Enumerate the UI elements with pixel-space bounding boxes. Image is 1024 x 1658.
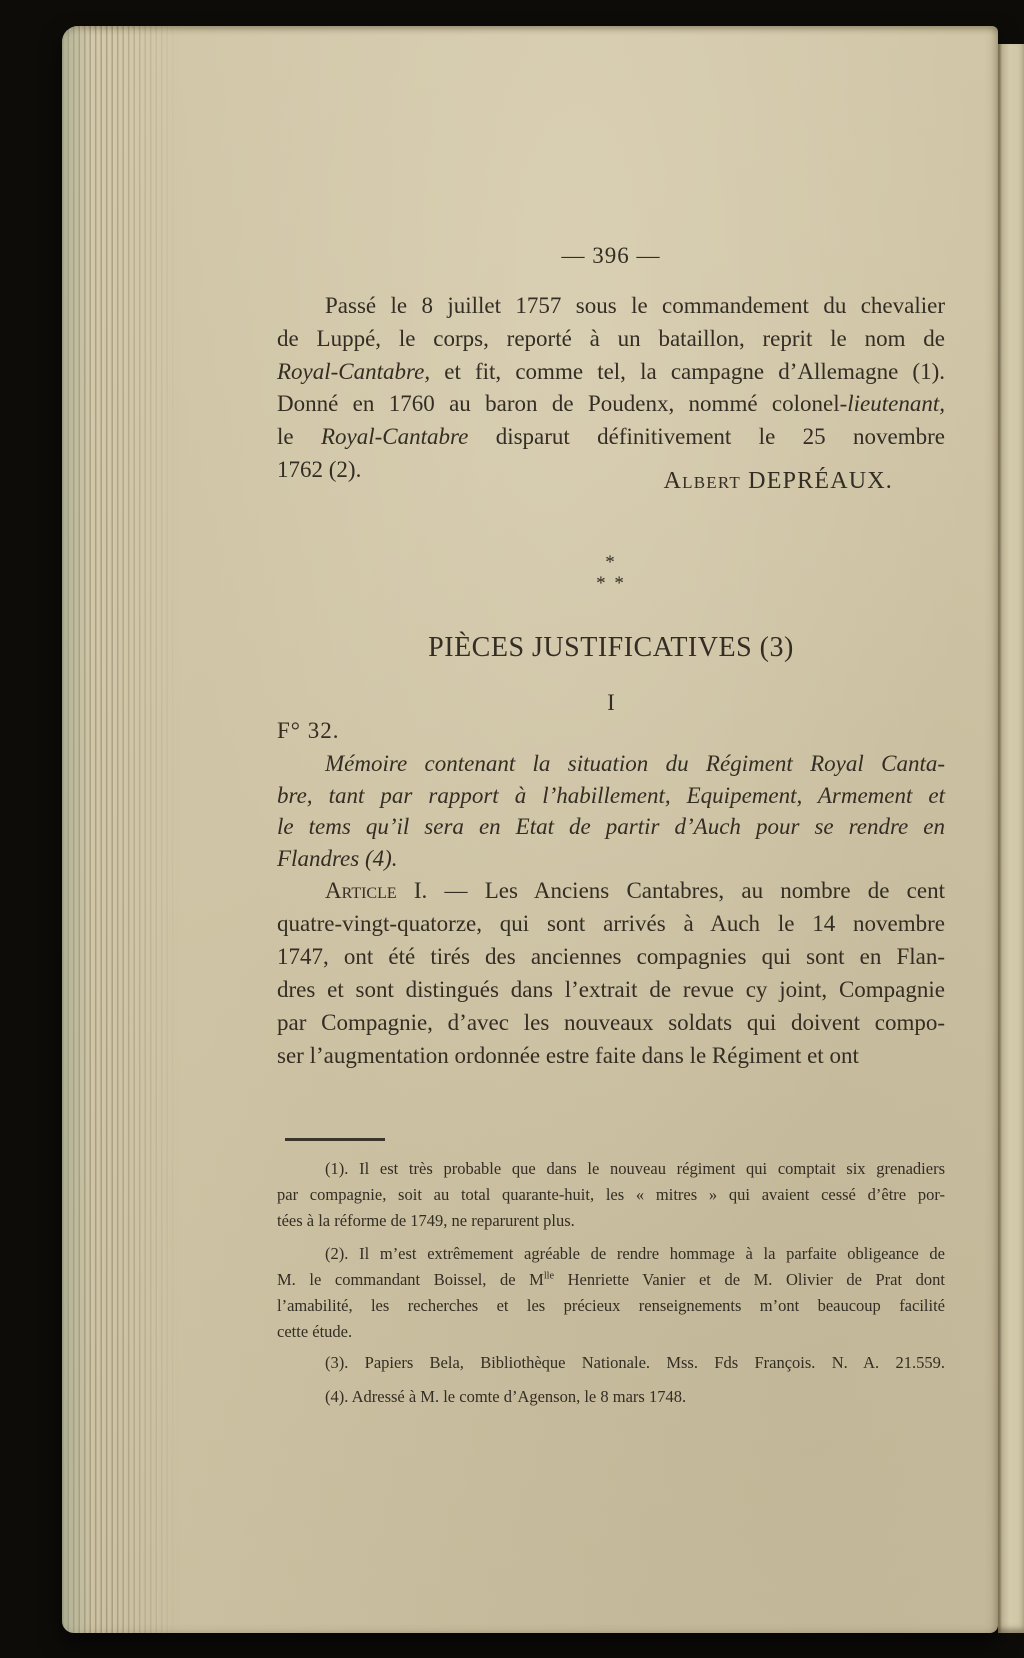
text-run: lieutenant, [847,391,945,417]
text-line [277,973,945,1006]
text-run: (3). Papiers Bela, Bibliothèque Nationale. Mss. Fds François. N. A. 21.559. [325,1353,945,1372]
footnote-3 [277,1350,945,1376]
asterisk-row-2: * * [596,573,626,594]
text-run: par compagnie, soit au total quarante-huit, les « mitres » qui avaient cessé d’être por- [277,1185,945,1204]
text-line [277,323,945,356]
footnote-rule [285,1138,385,1141]
text-run: lle [543,1270,555,1282]
text-run: ser l’augmentation ordonnée estre faite dans le Régiment et ont [277,1043,859,1068]
page-edge-stack [62,26,187,1633]
memoire-paragraph [277,748,945,874]
text-run: de Luppé, le corps, reporté à un bataillon, reprit le nom de [277,325,945,351]
text-run: quatre-vingt-quatorze, qui sont arrivés à Auch le 14 novembre [277,911,945,936]
text-line [277,1208,945,1234]
text-run: Henriette Vanier et de M. Olivier de Prat dont [554,1270,945,1289]
text-line [277,290,945,323]
text-run: Flandres (4). [277,845,398,871]
text-run: le tems qu’il sera en Etat de partir d’Auch pour se rendre en [277,814,945,840]
text-run: par Compagnie, d’avec les nouveaux soldats qui doivent compo- [277,1010,945,1035]
book-page [62,26,998,1633]
text-line [277,748,945,780]
text-line [277,1006,945,1039]
text-line [277,874,945,907]
adjacent-page-edge [998,44,1024,1633]
footnote-2 [277,1241,945,1345]
footnote-4 [277,1384,945,1410]
text-run: Albert [663,468,741,494]
section-numeral: I [607,690,615,715]
text-run: (4). Adressé à M. le comte d’Agenson, le 8 mars 1748. [325,1387,687,1406]
text-line [277,1039,945,1072]
asterisk-row-1: * [605,552,617,573]
text-line [277,811,945,843]
section-divider-asterisks [277,552,945,594]
text-run: 1747, ont été tirés des anciennes compagnies qui sont en Flan- [277,944,945,969]
text-line [277,780,945,812]
text-line [277,388,945,421]
author-signature [277,468,945,495]
page-number: — 396 — [561,243,661,268]
text-run: cette étude. [277,1322,353,1341]
pieces-justificatives-heading: PIÈCES JUSTIFICATIVES (3) [428,632,794,663]
text-line [277,1319,945,1345]
text-run: Donné en 1760 au baron de Poudenx, nommé colonel- [277,391,848,417]
text-line [277,356,945,389]
text-run: bre, tant par rapport à l’habillement, Equipement, Armement et [277,782,945,808]
text-run: dres et sont distingués dans l’extrait de revue cy joint, Compagnie [277,977,945,1002]
folio-reference: F° 32. [277,718,340,743]
text-run: Mémoire contenant la situation du Régiment Royal Canta- [325,751,945,776]
text-line [277,1267,945,1293]
text-line [277,1350,945,1376]
text-line [277,1384,945,1410]
text-run: Passé le 8 juillet 1757 sous le commandement du chevalier [325,293,945,318]
text-run: DEPRÉAUX. [740,468,893,494]
text-run: M. le commandant Boissel, de M [277,1270,544,1289]
article-1-paragraph [277,874,945,1072]
text-run: I. — Les Anciens Cantabres, au nombre de cent [396,878,945,903]
text-run: (2). Il m’est extrêmement agréable de rendre hommage à la parfaite obligeance de [325,1244,945,1263]
text-run: (1). Il est très probable que dans le nouveau régiment qui comptait six grenadiers [325,1159,945,1178]
text-line [277,1182,945,1208]
text-run: 1762 (2). [277,456,362,482]
text-line [277,940,945,973]
page-text [277,26,945,1633]
text-run: Article [325,878,397,903]
text-run: l’amabilité, les recherches et les précieux renseignements m’ont beaucoup facilité [277,1296,945,1315]
text-line [277,843,945,875]
text-run: et fit, comme tel, la campagne d’Allemagne (1). [430,358,945,384]
text-run: Royal-Cantabre, [277,358,431,384]
text-run: Royal-Cantabre [320,424,469,450]
text-line [277,1293,945,1319]
text-run: tées à la réforme de 1749, ne reparurent plus. [277,1211,575,1230]
opening-paragraph [277,290,945,487]
text-line [277,1241,945,1267]
text-run: le [277,424,321,450]
footnote-1 [277,1156,945,1234]
text-run: disparut définitivement le 25 novembre [468,424,945,450]
text-line [277,421,945,454]
text-line [277,1156,945,1182]
text-line [277,907,945,940]
